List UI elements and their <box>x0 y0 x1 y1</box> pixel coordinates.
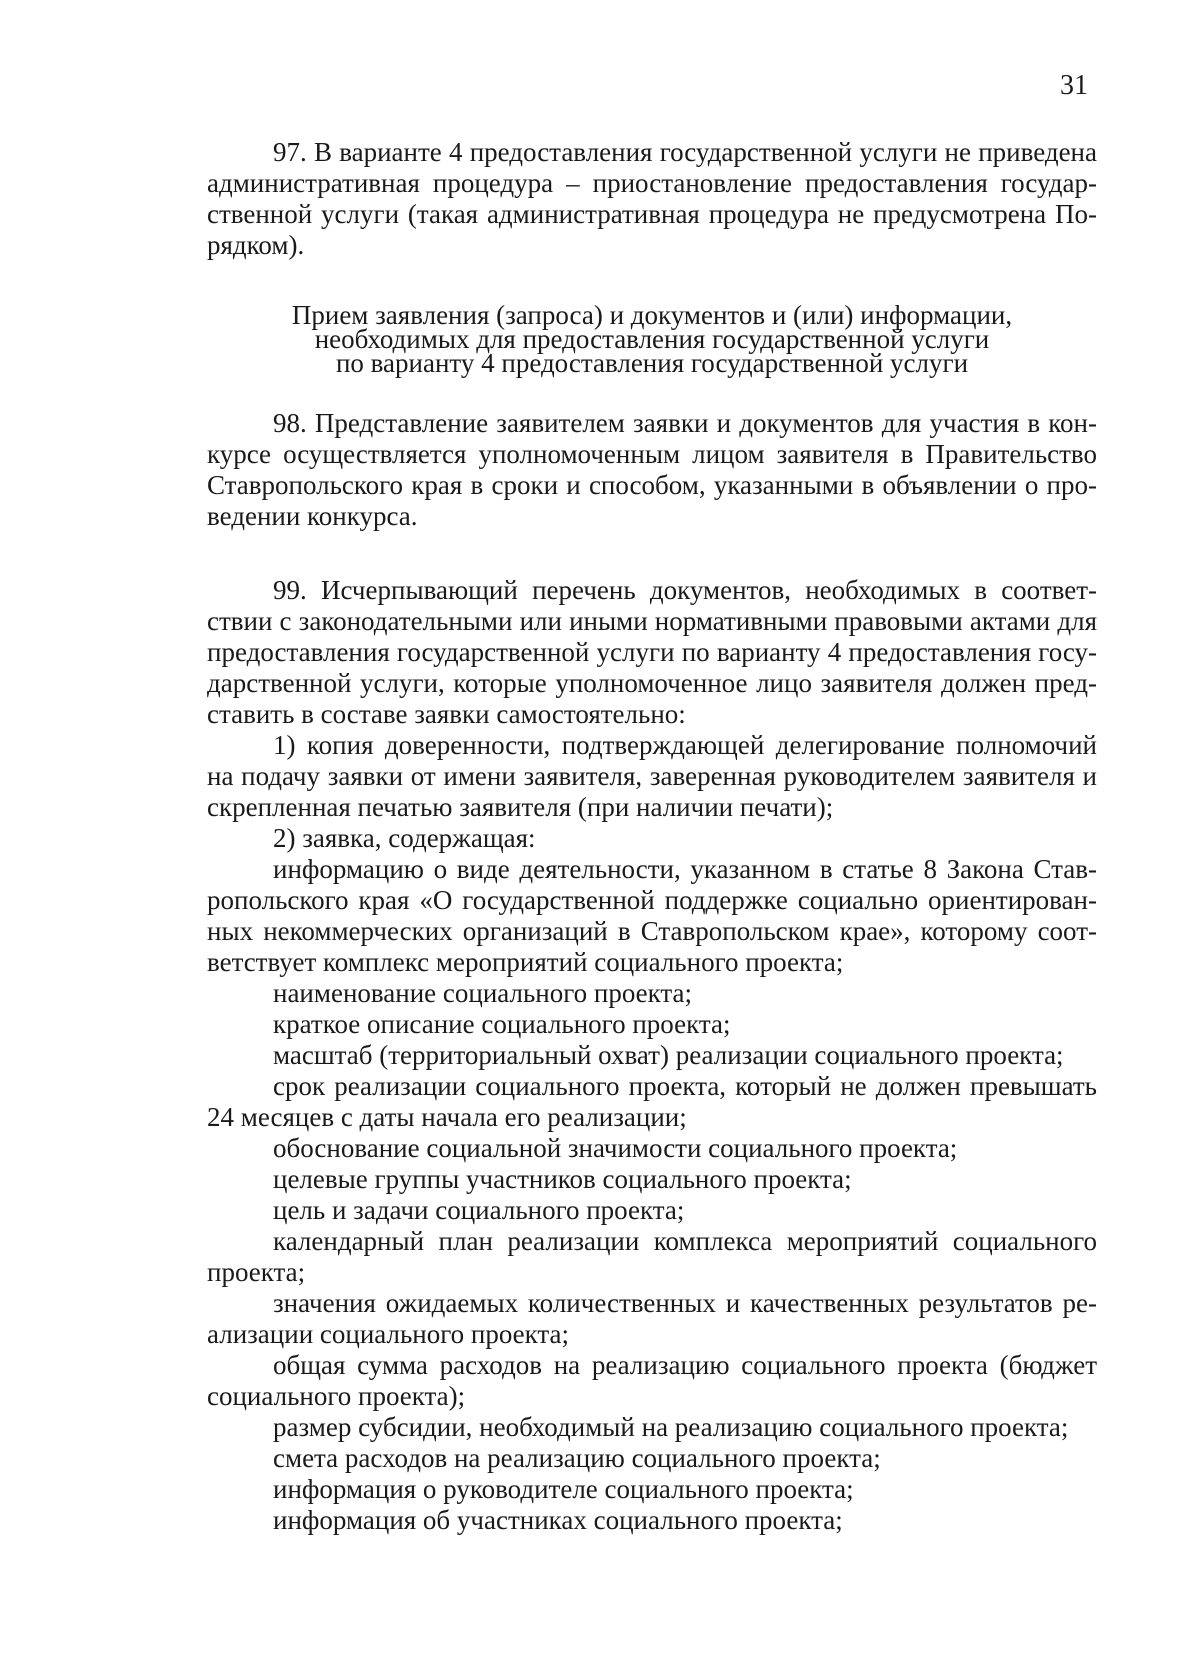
list-item: целевые группы участников социального проекта; <box>273 1164 852 1194</box>
list-item: цель и задачи социального проекта; <box>273 1195 685 1225</box>
list-item: обоснование социальной значимости социального проекта; <box>273 1133 958 1163</box>
section-heading-line-3: по варианту 4 предоставления государственной услуги <box>335 348 969 378</box>
list-item: масштаб (территориальный охват) реализации социального проекта; <box>273 1040 1064 1070</box>
list-item: смета расходов на реализацию социального проекта; <box>273 1443 881 1473</box>
paragraph-97: 97. В варианте 4 предоставления государственной услуги не приведена административная процедура – приостановление предоставления государственной услуги (такая административная процедура не предусмотрена Порядком). <box>207 137 1097 260</box>
list-item: значения ожидаемых количественных и качественных результатов реализации социального проекта; <box>207 1288 1097 1349</box>
list-item: наименование социального проекта; <box>273 978 693 1008</box>
list-item: размер субсидии, необходимый на реализацию социального проекта; <box>273 1412 1069 1442</box>
list-item: краткое описание социального проекта; <box>273 1009 731 1039</box>
list-item: общая сумма расходов на реализацию социального проекта (бюджет социального проекта); <box>207 1350 1097 1411</box>
list-item: 1) копия доверенности, подтверждающей делегирование полномочий на подачу заявки от имени заявителя, заверенная руководителем заявителя и скрепленная печатью заявителя (при наличии печати); <box>207 730 1097 822</box>
list-item: информация о руководителе социального проекта; <box>273 1474 854 1504</box>
section-heading-line-2: необходимых для предоставления государственной услуги <box>314 324 990 354</box>
list-item: информация об участниках социального проекта; <box>273 1505 843 1535</box>
section-heading <box>207 300 1097 378</box>
list-item: 2) заявка, содержащая: <box>273 823 536 853</box>
list-item: календарный план реализации комплекса мероприятий социального проекта; <box>207 1226 1097 1287</box>
paragraph-99: 99. Исчерпывающий перечень документов, необходимых в соответствии с законодательными или иными нормативными правовыми актами для предоставления государственной услуги по варианту 4 предоставления государственной услуги, которые уполномоченное лицо заявителя должен представить в составе заявки самостоятельно: <box>207 575 1097 729</box>
document-body <box>207 137 1097 1536</box>
paragraph-98: 98. Представление заявителем заявки и документов для участия в конкурсе осуществляется уполномоченным лицом заявителя в Правительство Ставропольского края в сроки и способом, указанными в объявлении о проведении конкурса. <box>207 408 1097 531</box>
list-item: информацию о виде деятельности, указанном в статье 8 Закона Ставропольского края «О государственной поддержке социально ориентированных некоммерческих организаций в Ставропольском крае», которому соответствует комплекс мероприятий социального проекта; <box>207 854 1097 977</box>
page-number: 31 <box>1060 70 1088 101</box>
list-item: срок реализации социального проекта, который не должен превышать 24 месяцев с даты начала его реализации; <box>207 1071 1097 1132</box>
section-heading-line-1: Прием заявления (запроса) и документов и (или) информации, <box>291 300 1013 330</box>
